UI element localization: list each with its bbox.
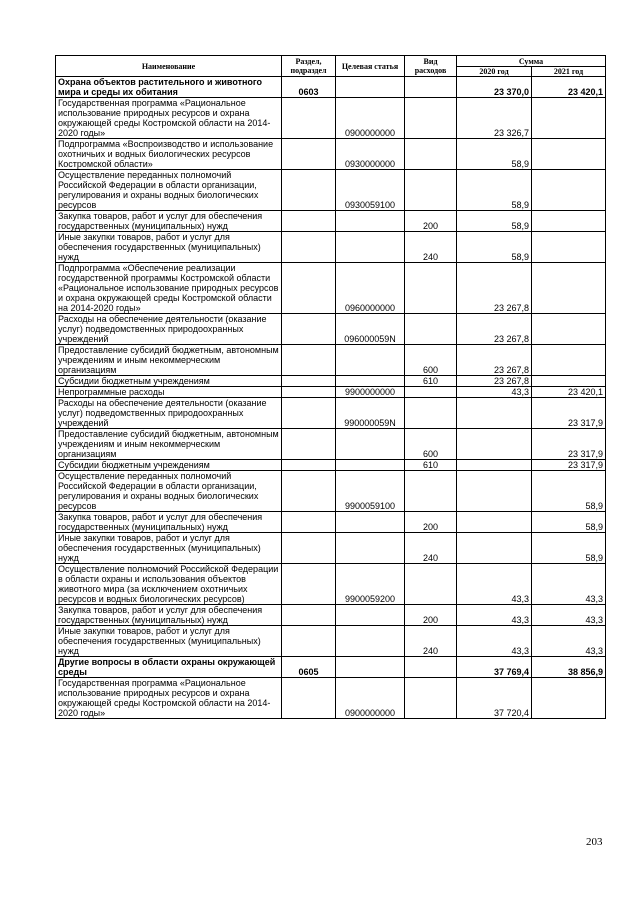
table-header xyxy=(56,56,606,77)
row-sum-2021 xyxy=(532,376,606,387)
row-sum-2020: 58,9 xyxy=(457,170,532,211)
row-sum-2021 xyxy=(532,232,606,263)
row-type: 600 xyxy=(405,429,457,460)
row-type: 240 xyxy=(405,626,457,657)
row-name: Охрана объектов растительного и животного мира и среды их обитания xyxy=(56,77,282,98)
table-row xyxy=(56,211,606,232)
row-section xyxy=(282,605,336,626)
row-sum-2020 xyxy=(457,460,532,471)
table-row xyxy=(56,170,606,211)
table-row xyxy=(56,626,606,657)
budget-table xyxy=(55,55,606,719)
row-sum-2020: 37 769,4 xyxy=(457,657,532,678)
table-row xyxy=(56,429,606,460)
row-type xyxy=(405,263,457,314)
row-name: Предоставление субсидий бюджетным, автономным учреждениям и иным некоммерческим организациям xyxy=(56,429,282,460)
row-target xyxy=(336,429,405,460)
table-row xyxy=(56,512,606,533)
header-section: Раздел, подраздел xyxy=(282,56,336,77)
row-name: Иные закупки товаров, работ и услуг для обеспечения государственных (муниципальных) нужд xyxy=(56,626,282,657)
row-section xyxy=(282,263,336,314)
row-sum-2020: 23 267,8 xyxy=(457,376,532,387)
row-name: Другие вопросы в области охраны окружающей среды xyxy=(56,657,282,678)
row-target xyxy=(336,533,405,564)
row-sum-2021: 43,3 xyxy=(532,626,606,657)
row-sum-2020 xyxy=(457,471,532,512)
row-target: 0930059100 xyxy=(336,170,405,211)
row-section xyxy=(282,678,336,719)
row-target xyxy=(336,232,405,263)
row-type: 200 xyxy=(405,211,457,232)
row-sum-2020 xyxy=(457,429,532,460)
row-type xyxy=(405,98,457,139)
row-name: Государственная программа «Рациональное использование природных ресурсов и охрана окружающей среды Костромской области на 2014-2020 годы» xyxy=(56,98,282,139)
row-name: Непрограммные расходы xyxy=(56,387,282,398)
row-name: Субсидии бюджетным учреждениям xyxy=(56,460,282,471)
table-row xyxy=(56,564,606,605)
row-sum-2020: 58,9 xyxy=(457,232,532,263)
row-section xyxy=(282,170,336,211)
row-section: 0605 xyxy=(282,657,336,678)
row-name: Осуществление переданных полномочий Российской Федерации в области организации, регулирования и охраны водных биологических ресурсов xyxy=(56,170,282,211)
row-sum-2020: 23 326,7 xyxy=(457,98,532,139)
row-section xyxy=(282,429,336,460)
row-target xyxy=(336,376,405,387)
row-type: 610 xyxy=(405,460,457,471)
row-section xyxy=(282,533,336,564)
row-sum-2021: 43,3 xyxy=(532,605,606,626)
row-type: 200 xyxy=(405,512,457,533)
row-target: 9900059200 xyxy=(336,564,405,605)
row-sum-2021: 38 856,9 xyxy=(532,657,606,678)
row-section xyxy=(282,471,336,512)
row-sum-2020 xyxy=(457,512,532,533)
row-section xyxy=(282,398,336,429)
table-row xyxy=(56,398,606,429)
row-name: Закупка товаров, работ и услуг для обеспечения государственных (муниципальных) нужд xyxy=(56,211,282,232)
row-sum-2020: 23 267,8 xyxy=(457,314,532,345)
row-section xyxy=(282,98,336,139)
row-section xyxy=(282,376,336,387)
table-row xyxy=(56,533,606,564)
row-target: 0930000000 xyxy=(336,139,405,170)
row-type xyxy=(405,387,457,398)
table-row xyxy=(56,605,606,626)
row-sum-2020: 37 720,4 xyxy=(457,678,532,719)
row-type xyxy=(405,139,457,170)
row-section xyxy=(282,387,336,398)
row-type xyxy=(405,170,457,211)
row-sum-2021 xyxy=(532,98,606,139)
row-target: 9900000000 xyxy=(336,387,405,398)
row-sum-2021 xyxy=(532,170,606,211)
row-section xyxy=(282,232,336,263)
row-name: Подпрограмма «Обеспечение реализации государственной программы Костромской области «Рациональное использование природных ресурсов и охрана окружающей среды Костромской области на 2014-2020 годы» xyxy=(56,263,282,314)
row-type: 240 xyxy=(405,533,457,564)
table-row xyxy=(56,657,606,678)
row-sum-2021: 58,9 xyxy=(532,471,606,512)
header-type: Вид расходов xyxy=(405,56,457,77)
row-type xyxy=(405,77,457,98)
row-sum-2021 xyxy=(532,314,606,345)
row-sum-2020: 58,9 xyxy=(457,139,532,170)
row-sum-2021 xyxy=(532,139,606,170)
row-sum-2020: 43,3 xyxy=(457,564,532,605)
row-target: 0900000000 xyxy=(336,678,405,719)
row-type xyxy=(405,471,457,512)
table-row xyxy=(56,232,606,263)
table-row xyxy=(56,387,606,398)
row-section xyxy=(282,314,336,345)
row-name: Осуществление полномочий Российской Федерации в области охраны и использования объектов животного мира (за исключением охотничьих ресурсов и водных биологических ресурсов) xyxy=(56,564,282,605)
row-sum-2020: 23 267,8 xyxy=(457,345,532,376)
row-sum-2021: 58,9 xyxy=(532,512,606,533)
row-target: 096000059N xyxy=(336,314,405,345)
row-target: 990000059N xyxy=(336,398,405,429)
row-sum-2020: 43,3 xyxy=(457,605,532,626)
row-sum-2021: 23 420,1 xyxy=(532,77,606,98)
row-target xyxy=(336,77,405,98)
table-row xyxy=(56,263,606,314)
row-name: Подпрограмма «Воспроизводство и использование охотничьих и водных биологических ресурсов Костромской области» xyxy=(56,139,282,170)
row-section xyxy=(282,139,336,170)
row-sum-2020 xyxy=(457,533,532,564)
row-sum-2020 xyxy=(457,398,532,429)
row-section xyxy=(282,345,336,376)
row-name: Расходы на обеспечение деятельности (оказание услуг) подведомственных природоохранных учреждений xyxy=(56,398,282,429)
row-sum-2021: 58,9 xyxy=(532,533,606,564)
header-target: Целевая статья xyxy=(336,56,405,77)
row-target xyxy=(336,626,405,657)
table-row xyxy=(56,471,606,512)
row-sum-2020: 23 267,8 xyxy=(457,263,532,314)
row-target: 0960000000 xyxy=(336,263,405,314)
row-section xyxy=(282,211,336,232)
row-type xyxy=(405,398,457,429)
row-target: 9900059100 xyxy=(336,471,405,512)
row-type: 200 xyxy=(405,605,457,626)
row-sum-2021 xyxy=(532,211,606,232)
row-sum-2021: 43,3 xyxy=(532,564,606,605)
header-year-2021: 2021 год xyxy=(532,67,606,77)
row-target xyxy=(336,211,405,232)
row-type xyxy=(405,314,457,345)
row-name: Предоставление субсидий бюджетным, автономным учреждениям и иным некоммерческим организациям xyxy=(56,345,282,376)
row-section xyxy=(282,626,336,657)
table-body xyxy=(56,77,606,719)
row-sum-2021: 23 317,9 xyxy=(532,429,606,460)
page-number: 203 xyxy=(586,836,603,848)
row-type: 240 xyxy=(405,232,457,263)
row-target xyxy=(336,657,405,678)
table-row xyxy=(56,77,606,98)
row-type: 600 xyxy=(405,345,457,376)
row-target xyxy=(336,512,405,533)
row-section xyxy=(282,460,336,471)
row-name: Закупка товаров, работ и услуг для обеспечения государственных (муниципальных) нужд xyxy=(56,512,282,533)
row-name: Расходы на обеспечение деятельности (оказание услуг) подведомственных природоохранных учреждений xyxy=(56,314,282,345)
row-sum-2021 xyxy=(532,263,606,314)
row-sum-2020: 43,3 xyxy=(457,387,532,398)
header-year-2020: 2020 год xyxy=(457,67,532,77)
table-row xyxy=(56,678,606,719)
header-sum: Сумма xyxy=(457,56,606,67)
row-sum-2021 xyxy=(532,345,606,376)
row-name: Осуществление переданных полномочий Российской Федерации в области организации, регулирования и охраны водных биологических ресурсов xyxy=(56,471,282,512)
table-row xyxy=(56,139,606,170)
header-name: Наименование xyxy=(56,56,282,77)
row-target xyxy=(336,460,405,471)
row-sum-2021 xyxy=(532,678,606,719)
row-name: Закупка товаров, работ и услуг для обеспечения государственных (муниципальных) нужд xyxy=(56,605,282,626)
row-type xyxy=(405,678,457,719)
row-section: 0603 xyxy=(282,77,336,98)
table-row xyxy=(56,314,606,345)
row-type: 610 xyxy=(405,376,457,387)
row-sum-2020: 23 370,0 xyxy=(457,77,532,98)
row-name: Субсидии бюджетным учреждениям xyxy=(56,376,282,387)
row-name: Государственная программа «Рациональное использование природных ресурсов и охрана окружающей среды Костромской области на 2014-2020 годы» xyxy=(56,678,282,719)
row-sum-2021: 23 317,9 xyxy=(532,398,606,429)
row-sum-2021: 23 420,1 xyxy=(532,387,606,398)
table-row xyxy=(56,376,606,387)
row-section xyxy=(282,564,336,605)
row-target xyxy=(336,345,405,376)
row-target xyxy=(336,605,405,626)
row-name: Иные закупки товаров, работ и услуг для обеспечения государственных (муниципальных) нужд xyxy=(56,232,282,263)
row-sum-2020: 58,9 xyxy=(457,211,532,232)
row-sum-2020: 43,3 xyxy=(457,626,532,657)
table-row xyxy=(56,460,606,471)
row-type xyxy=(405,564,457,605)
row-sum-2021: 23 317,9 xyxy=(532,460,606,471)
table-row xyxy=(56,345,606,376)
row-section xyxy=(282,512,336,533)
row-type xyxy=(405,657,457,678)
table-row xyxy=(56,98,606,139)
row-name: Иные закупки товаров, работ и услуг для обеспечения государственных (муниципальных) нужд xyxy=(56,533,282,564)
row-target: 0900000000 xyxy=(336,98,405,139)
